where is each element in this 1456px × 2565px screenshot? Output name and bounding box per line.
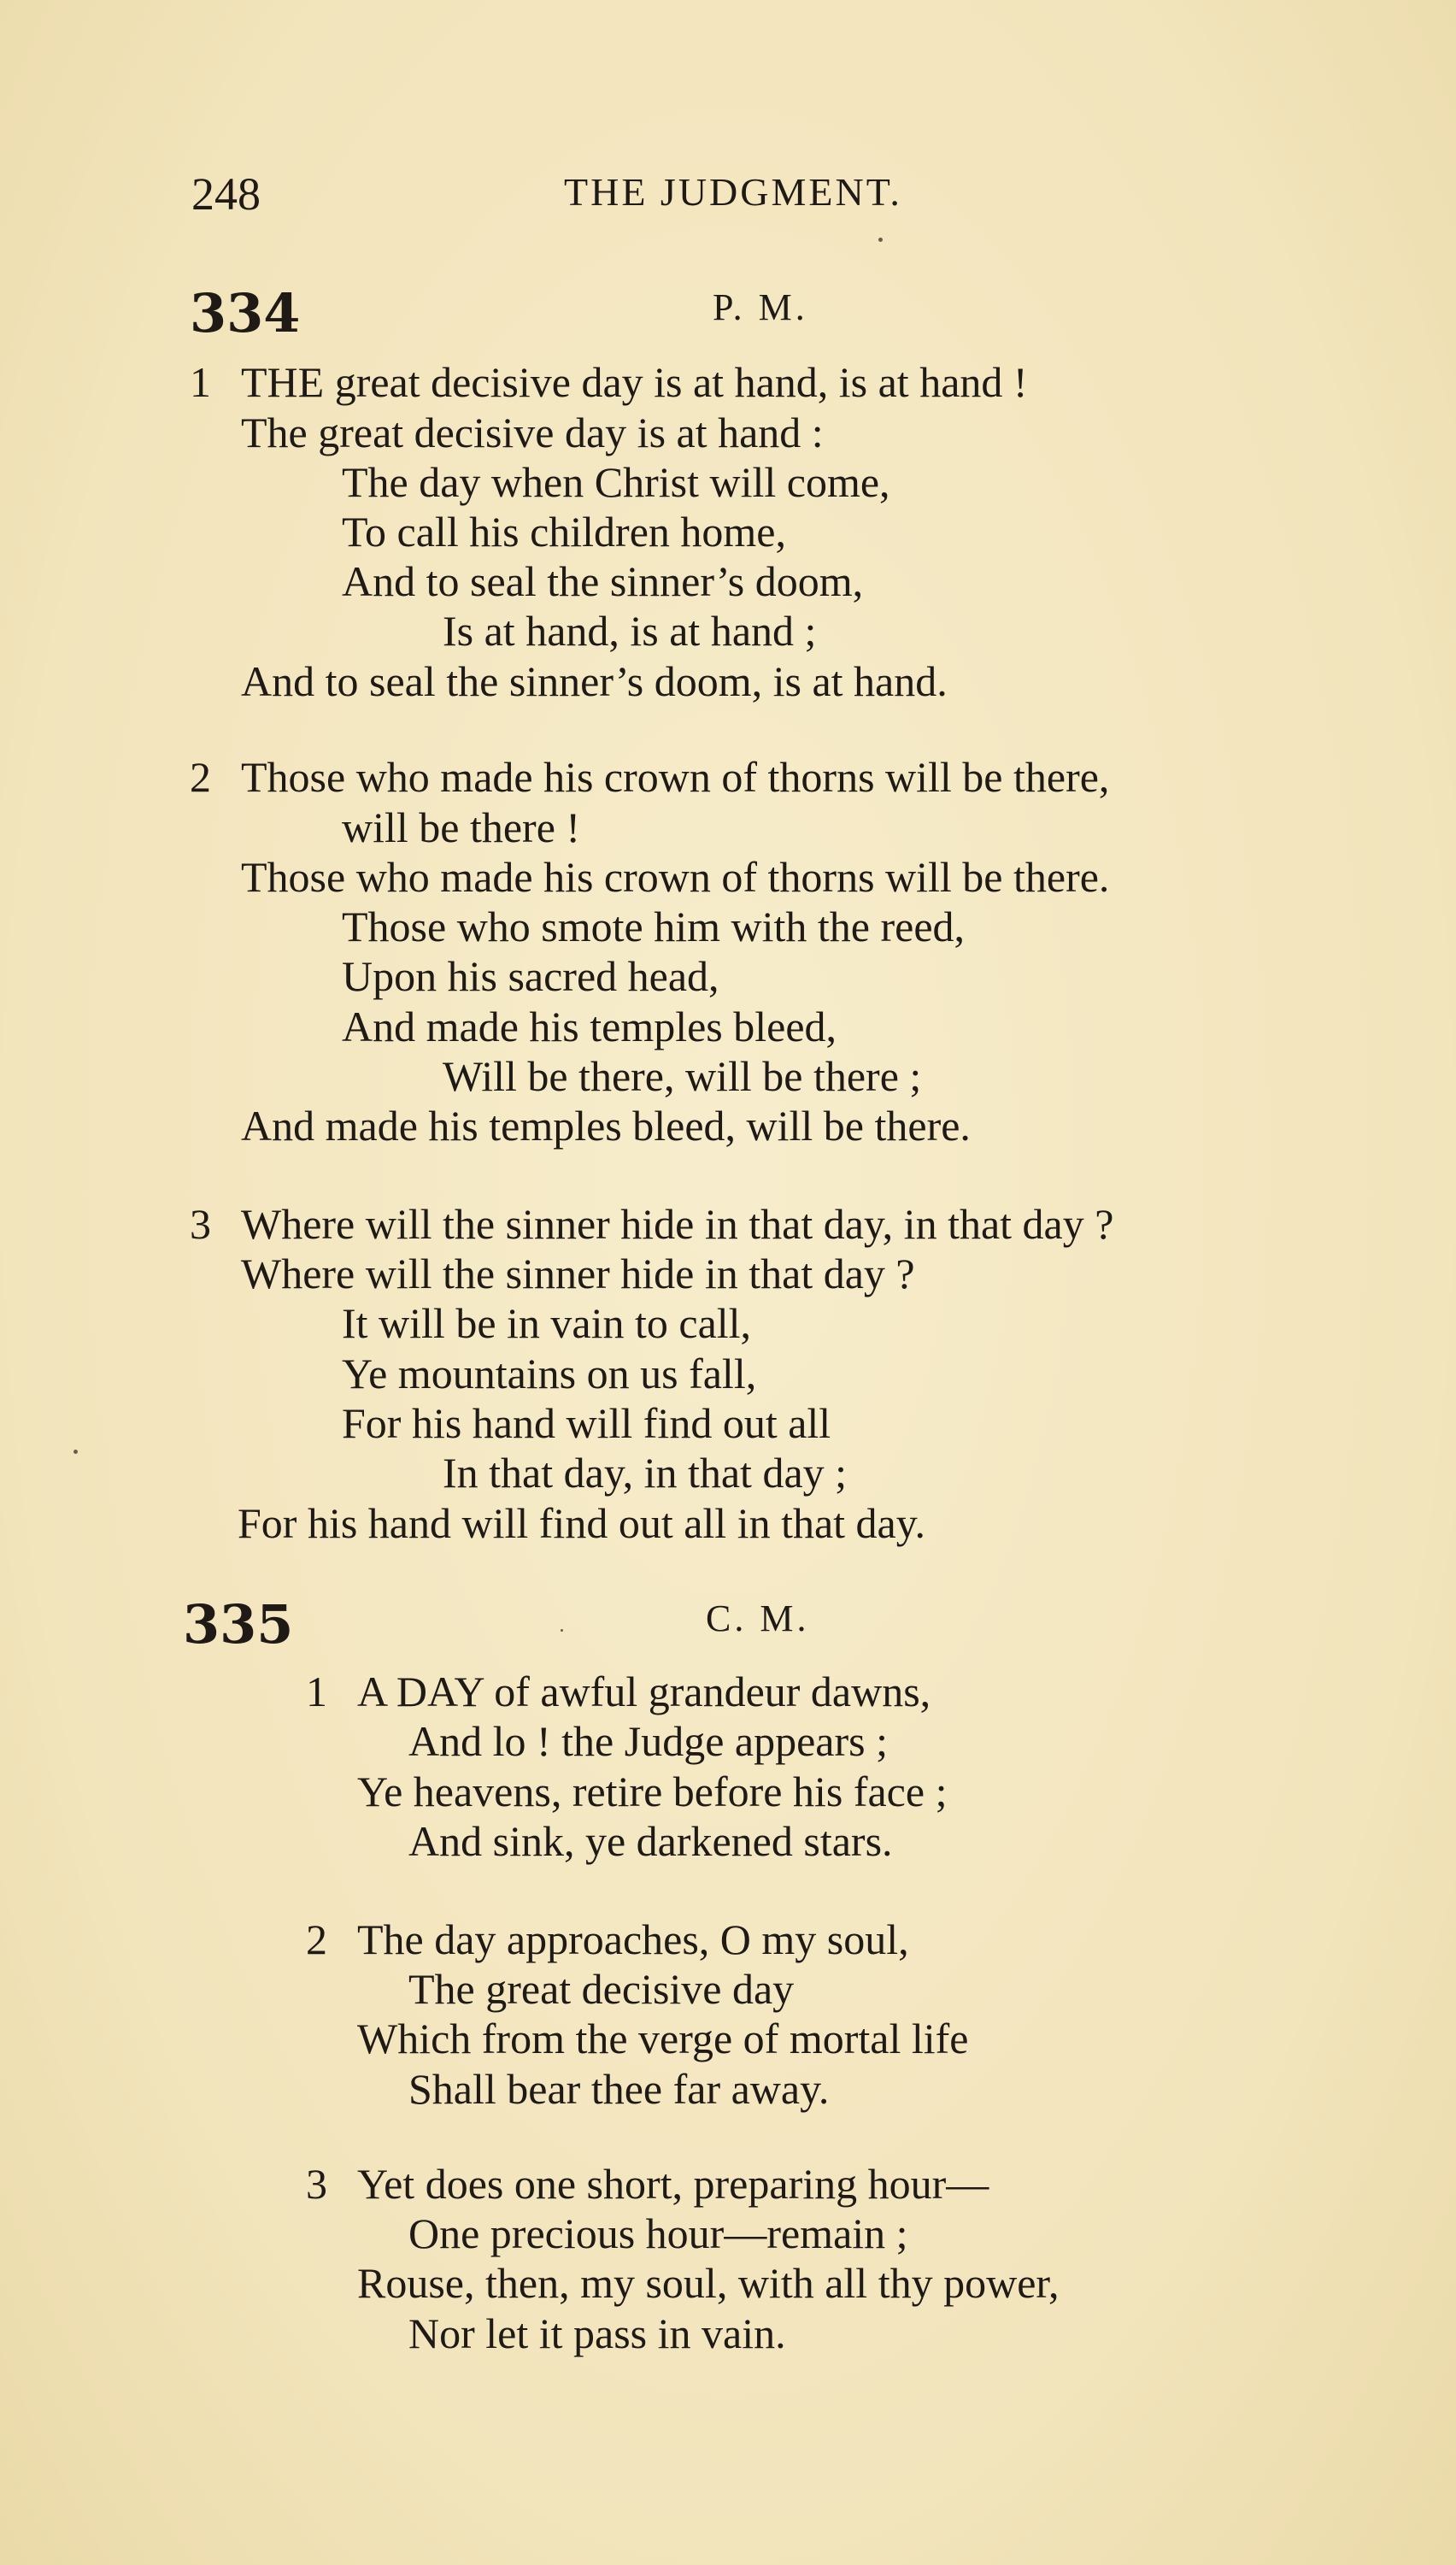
hymn-334-header (190, 282, 873, 342)
hymn-line: To call his children home, (342, 508, 786, 556)
hymn-line: Which from the verge of mortal life (357, 2015, 969, 2062)
hymn-line: Ye heavens, retire before his face ; (357, 1768, 948, 1815)
hymn-line: Those who smote him with the reed, (342, 903, 966, 950)
print-speck (73, 1450, 78, 1454)
stanza-number: 3 (306, 2160, 327, 2208)
hymn-number: 335 (183, 1593, 294, 1656)
hymn-meter: C. M. (706, 1597, 810, 1639)
stanza-number: 2 (306, 1915, 327, 1963)
hymn-line: Upon his sacred head, (342, 952, 719, 1000)
hymn-line: Shall bear thee far away. (408, 2065, 830, 2113)
page-number: 248 (191, 168, 261, 220)
hymn-line: Will be there, will be there ; (443, 1052, 922, 1100)
hymn-line: For his hand will find out all in that day. (238, 1499, 926, 1547)
hymn-line: Those who made his crown of thorns will be there. (241, 853, 1110, 901)
hymn-line: Yet does one short, preparing hour— (357, 2160, 989, 2208)
hymn-line: One precious hour—remain ; (408, 2209, 908, 2257)
hymn-line: In that day, in that day ; (443, 1449, 848, 1497)
print-speck (561, 1629, 563, 1632)
stanza-number: 3 (190, 1200, 211, 1248)
stanza-number: 1 (190, 358, 211, 406)
hymn-line: It will be in vain to call, (342, 1299, 752, 1347)
running-head (191, 168, 1046, 227)
stanza-number: 2 (190, 753, 211, 801)
hymn-line: And made his temples bleed, will be there. (241, 1102, 971, 1150)
hymn-meter: P. M. (713, 286, 808, 328)
hymn-line: will be there ! (342, 803, 581, 851)
hymn-line: And to seal the sinner’s doom, is at hand. (241, 657, 948, 705)
hymn-line: The great decisive day is at hand : (241, 409, 824, 456)
hymn-line: Nor let it pass in vain. (408, 2309, 786, 2357)
hymn-335-header (183, 1593, 866, 1656)
hymn-line: Is at hand, is at hand ; (443, 607, 817, 655)
hymn-line: Ye mountains on us fall, (342, 1350, 757, 1397)
hymn-line: The day approaches, O my soul, (357, 1915, 909, 1963)
hymn-line: And sink, ye darkened stars. (408, 1817, 893, 1865)
stanza-number: 1 (306, 1668, 327, 1715)
hymn-line: And made his temples bleed, (342, 1003, 837, 1050)
hymn-line: Where will the sinner hide in that day, in that day ? (241, 1200, 1114, 1248)
hymn-line: The great decisive day (408, 1965, 795, 2013)
hymn-line: A DAY of awful grandeur dawns, (357, 1668, 931, 1715)
hymn-line: Those who made his crown of thorns will be there, (241, 753, 1110, 801)
hymn-line: And lo ! the Judge appears ; (408, 1717, 888, 1765)
hymn-line: THE great decisive day is at hand, is at hand ! (241, 358, 1028, 406)
hymn-line: The day when Christ will come, (342, 458, 890, 506)
hymn-number: 334 (190, 282, 301, 344)
hymn-line: Rouse, then, my soul, with all thy power, (357, 2259, 1060, 2307)
hymn-line: Where will the sinner hide in that day ? (241, 1250, 915, 1297)
page-heading: THE JUDGMENT. (564, 170, 902, 214)
hymn-line: And to seal the sinner’s doom, (342, 557, 864, 605)
print-speck (878, 238, 883, 242)
hymn-line: For his hand will find out all (342, 1399, 831, 1447)
